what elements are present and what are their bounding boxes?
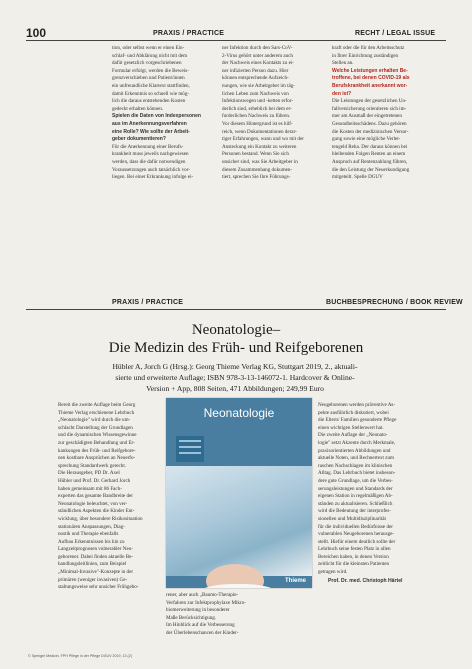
text-line: Neonatologie beleuchtet, von ver- (58, 500, 128, 507)
text-line: nungen, wie sie Arbeitgeber im täg- (222, 82, 295, 89)
text-line: Infektionswegen und -ketten erfor- (222, 98, 294, 105)
text-line: Thieme Verlag erschienene Lehrbuch (58, 409, 135, 416)
text-line: ständlichen Aspekten die Kinder Ent- (58, 508, 135, 515)
book-cover-photo (166, 466, 312, 576)
text-line: die den Leistung der Neuerkundigung (332, 166, 410, 173)
text-line: Stellen an. (332, 60, 354, 67)
text-line: werden, dass die dafür notwendigen (112, 158, 186, 165)
text-line: ein unfreundliche Klartext stattfinden, (112, 82, 190, 89)
text-line: forderlichen Nachweis zu führen. (222, 113, 291, 120)
text-line: Anspruch auf Rentenzahlung führen, (332, 158, 408, 165)
book-cover-label (176, 436, 204, 462)
review-column-1 (58, 402, 160, 592)
text-line: pekte ausführlich diskutiert, wobei (318, 409, 389, 416)
text-line: die Kosten der medizinischen Versor- (332, 128, 409, 135)
page-footer: © Springer Medizin. FPH Pflege in der Pflege DGUV 2019, 13 (2) (28, 654, 132, 658)
text-line: vulnerablen Neugeborenen herausge- (318, 531, 395, 538)
text-line: dere gute Grundlage, um die Verbes- (318, 477, 393, 484)
text-line: sionellen und Multidisziplinarität (318, 515, 386, 522)
review-column-3 (318, 402, 422, 577)
text-line: wicklung, über besondere Risikosituation (58, 515, 143, 522)
text-line: eine Rolle? Wie sollte der Arbeit- (112, 128, 190, 135)
page-number: 100 (26, 26, 47, 40)
text-line: der Nachweis eines Kontakts zu ei- (222, 60, 294, 67)
top-rule (26, 40, 446, 41)
text-line: tengeld Reha. Der daraus können bei (332, 143, 408, 150)
review-author: Prof. Dr. med. Christoph Härtel (328, 578, 403, 584)
text-line: in Ihrer Einrichtung zuständigen (332, 52, 399, 59)
top-column-2 (222, 45, 322, 182)
text-line: Berufskrankheit anerkannt wor- (332, 82, 408, 89)
text-line: bleibenden Folgen Renten an einem (332, 151, 406, 158)
text-line: ständen zu aktualisieren. Schließlich (318, 500, 393, 507)
book-meta-line-2: sierte und erweiterte Auflage; ISBN 978-3-13-146072-1. Hardcover & Online- (115, 373, 355, 382)
text-line: handlungsleitlinien, zum Beispiel (58, 561, 127, 568)
text-line: eigenen Station in regelmäßigen Ab- (318, 493, 393, 500)
text-line: Langzeitprognosen vulnerabler Neu- (58, 546, 133, 553)
text-line: lich die daraus entstehenden Kosten (112, 98, 186, 105)
text-line: aus im Anerkennungsverfahren (112, 120, 187, 127)
text-line: Alltag. Das Lehrbuch bietet insbeson- (318, 470, 396, 477)
book-cover-image (166, 398, 312, 588)
text-line: staltungsweise sehr unsicher Frühgebo- (58, 584, 139, 591)
text-line: troffene, bei denen COVID-19 als (332, 75, 410, 82)
text-line: mer am Ausmaß der eingetretenen (332, 113, 402, 120)
text-line: können entsprechende Aufzeich- (222, 75, 289, 82)
text-line: unsicher sind, was Sie Arbeitgeber in (222, 158, 298, 165)
text-line: aktuelle Noten, und Rechnertext zum (318, 455, 394, 462)
review-header-left: PRAXIS / PRACTICE (112, 299, 184, 306)
text-line: Vor diesem Hintergrund ist es hilf- (222, 120, 293, 127)
text-line: Die zweite Auflage der „Neonato- (318, 432, 388, 439)
text-line: Personen bestand. Wenn Sie sich (222, 151, 289, 158)
text-line: krankheit muss jeweils nachgewiesen (112, 151, 189, 158)
section-header-right: RECHT / LEGAL ISSUE (355, 30, 436, 37)
text-line: geber dokumentieren? (112, 136, 166, 143)
text-line: Verfahren zur Infektprophylaxe Mikro- (166, 599, 246, 606)
text-line: Spielen die Daten von Indexpersonen (112, 113, 201, 120)
text-line: serungsleistungen und Standards der (318, 485, 393, 492)
text-line: und die dynamischen Wissensgewinne (58, 432, 137, 439)
text-line: primären (weniger invasiven) Ge- (58, 576, 128, 583)
text-line: zur geschädigten Behandlung und Er- (58, 439, 135, 446)
book-meta-line-1: Hübler A, Jorch G (Hrsg.): Georg Thieme Verlag KG, Stuttgart 2019, 2., aktuali- (112, 362, 358, 371)
text-line: mitgeteilt. Spelle DGUV (332, 174, 383, 181)
text-line: nen kostbare Ansprüchen an Neuerfo- (58, 455, 136, 462)
text-line: fallversicherung orientieren sich im- (332, 105, 407, 112)
text-line: biomerweiterung in besonderer (166, 607, 230, 614)
text-line: Ansteckung ein Kontakt zu weiteren (222, 143, 297, 150)
book-meta-line-3: Version + App, 808 Seiten, 471 Abbildungen; 249,99 Euro (146, 384, 324, 393)
blanket-illustration (188, 584, 288, 588)
text-line: Gesundheitsschädens. Dazu gehören (332, 120, 407, 127)
text-line: sprechung Standardwerk gerecht. (58, 462, 127, 469)
text-line: Die Herausgeber, PD Dr. Axel (58, 470, 120, 477)
text-line: Neugeborenen werden präventive As- (318, 402, 396, 408)
text-line: zeitlicht für die kleinsten Patienten (318, 561, 390, 568)
text-line: kraft oder die für den Arbeitsschutz (332, 45, 405, 51)
text-line: Die Leistungen der gesetzlichen Un- (332, 98, 407, 105)
text-line: liegen. Bei einer Erkrankung infolge ei- (112, 174, 194, 181)
text-line: raschen Nachschlagen im klinischen (318, 462, 393, 469)
text-line: Im Hinblick auf die Verbesserung (166, 622, 235, 629)
text-line: experten das gesamte Bandbreite der (58, 493, 133, 500)
publisher-logo: Thieme (284, 578, 306, 584)
text-line: wird die Bedeutung der interprofes- (318, 508, 391, 515)
review-title-line-1: Neonatologie– (191, 322, 281, 338)
text-line: Welche Leistungen erhalten Be- (332, 67, 408, 74)
text-line: Hübler und Prof. Dr. Gerhard Jorch (58, 477, 131, 484)
text-line: Für die Anerkennung einer Berufs- (112, 143, 184, 150)
review-column-2 (166, 592, 312, 638)
review-title-line-2: Die Medizin des Früh- und Reifgeborenen (108, 340, 364, 356)
text-line: haben gemeinsam mit 86 Fach- (58, 485, 122, 492)
text-line: damit Erkenntnis so schnell wie mög- (112, 90, 190, 97)
text-line: tiger Erfahrungen, wann und wo mit der (222, 136, 304, 143)
text-line: geborener. Dabei finden aktuelle Be- (58, 553, 134, 560)
text-line: Lehrbuch seine festen Platz in allen (318, 546, 391, 553)
text-line: derlich sind, erheblich bei dem er- (222, 105, 292, 112)
text-line: getragen wird. (318, 569, 348, 576)
text-line: schlacht Darstellung der Grundlagen (58, 424, 133, 431)
text-line: dafür gesetzlich vorgeschriebenen (112, 60, 182, 67)
text-line: Formular erfolgt, werden die Beweis- (112, 67, 189, 74)
text-line: reich, wenn Dokumentationen derar- (222, 128, 297, 135)
book-cover-title: Neonatologie (203, 406, 275, 420)
text-line: den ist? (332, 90, 352, 97)
text-line: Bereit die zweite Auflage beim Georg (58, 402, 136, 408)
section-header-left: PRAXIS / PRACTICE (153, 30, 225, 37)
text-line: nostik und Therapie ebenfalls (58, 531, 119, 538)
review-header-right: BUCHBESPRECHUNG / BOOK REVIEW (326, 299, 463, 306)
text-line: Bereichen haben, in denen Version (318, 553, 389, 560)
text-line: logie" setzt Akzente durch Merkmale, (318, 439, 396, 446)
text-line: gedeckt erhalten können. (112, 105, 164, 112)
text-line: rener, aber auch „Baumo-Therapie- (166, 592, 239, 598)
text-line: gung sowie eine mögliche Verlet- (332, 136, 401, 143)
top-column-3 (332, 45, 436, 182)
text-line: lichen Leben zum Nachweis von (222, 90, 289, 97)
text-line: ner Infektion durch den Sars-CoV- (222, 45, 293, 51)
text-line: Voraussetzungen auch tatsächlich vor- (112, 166, 191, 173)
text-line: ner infizierten Person dazu. Hier (222, 67, 289, 74)
review-rule (26, 309, 446, 310)
text-line: die Eltern/ Familien gesonderte Pflege (318, 417, 397, 424)
text-line: „Neonatologie" wird durch die um- (58, 417, 131, 424)
text-line: praxisorientierten Abbildungen und (318, 447, 391, 454)
text-line: für die individuellen Bedürfnisse der (318, 523, 393, 530)
text-line: grenzverschieben und Patient/innen (112, 75, 185, 82)
text-line: stationären Anspassungen, Diag- (58, 523, 125, 530)
text-line: schlaf- und Abklärung nicht mit dem (112, 52, 188, 59)
text-line: diesem Zusammenhang dokumen- (222, 166, 293, 173)
text-line: „Minimal-Invasive"-Konzepte in der (58, 569, 134, 576)
text-line: tiert, sprechen Sie Ihre Führungs- (222, 174, 291, 181)
top-column-1 (112, 45, 212, 182)
text-line: der Überlebenschancen der Kinder- (166, 629, 239, 636)
text-line: Aufbau Erkenntnissen bis hin zu (58, 538, 125, 545)
text-line: einen wichtigen Stellenwert hat. (318, 424, 384, 431)
text-line: kankungen des Früh- und Reifgebore- (58, 447, 136, 454)
text-line: stellt. Hiefür einem deutlich sollte der (318, 538, 396, 545)
text-line: 2-Virus gehört unter anderem auch (222, 52, 293, 59)
text-line: Maße Berücksichtigung. (166, 614, 217, 621)
text-line: tion, oder selbst wenn er einen Ein- (112, 45, 185, 51)
